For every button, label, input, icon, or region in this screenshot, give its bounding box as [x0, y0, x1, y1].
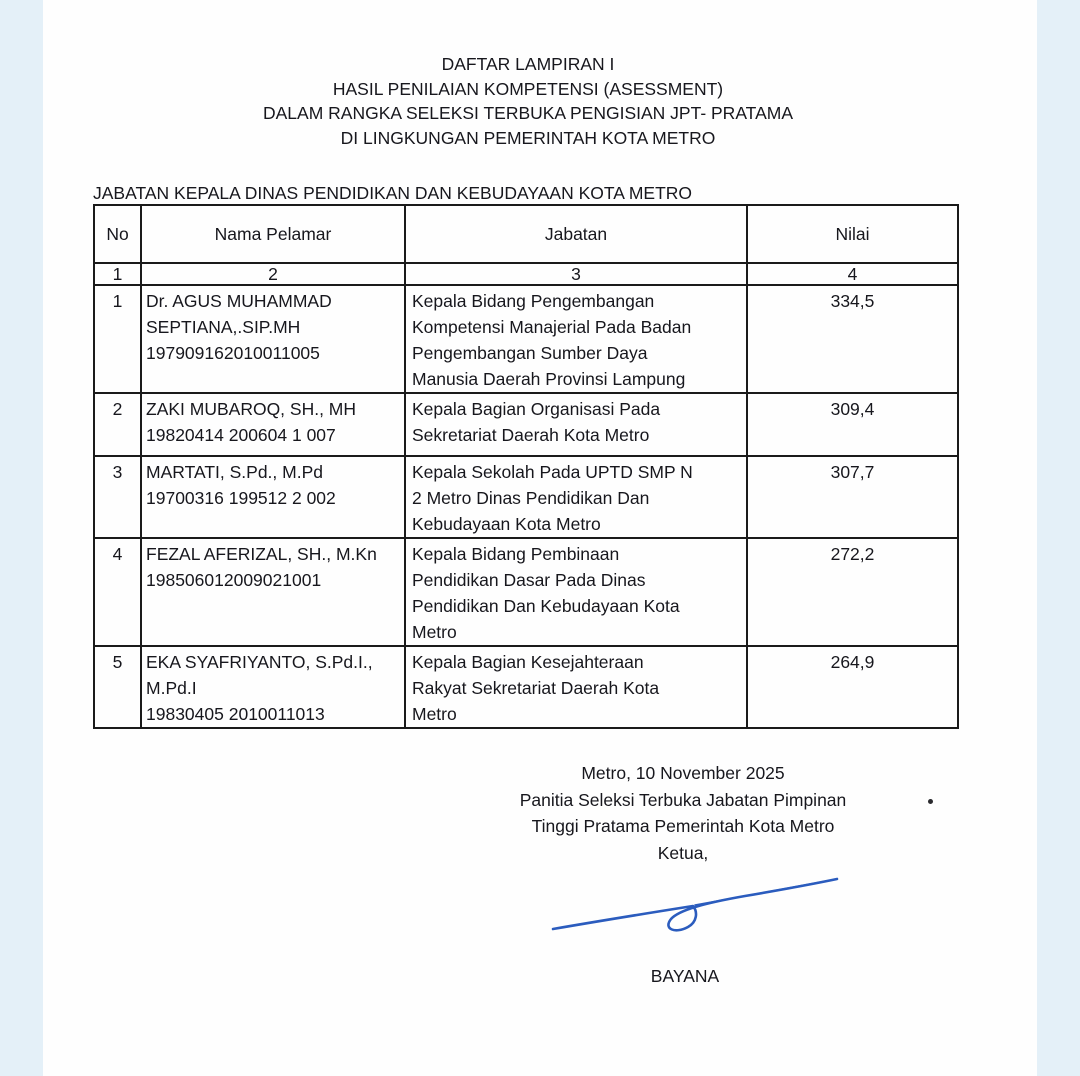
table-header-row	[94, 205, 958, 263]
place-date: Metro, 10 November 2025	[581, 763, 785, 783]
table-row	[94, 393, 958, 456]
document-title	[263, 52, 793, 150]
role-label: Ketua,	[657, 842, 709, 863]
column-number: 1	[94, 263, 141, 285]
applicant-score: 309,4	[747, 393, 958, 456]
applicant-nip: 19820414 200604 1 007	[146, 425, 336, 445]
background-band-left	[0, 0, 43, 1076]
applicant-score: 272,2	[747, 538, 958, 646]
header-no: No	[94, 205, 141, 263]
stray-dot-mark	[928, 799, 933, 804]
applicant-nip: 197909162010011005	[146, 343, 320, 363]
signer-name: BAYANA	[650, 966, 720, 986]
header-score: Nilai	[747, 205, 958, 263]
title-line-1: DAFTAR LAMPIRAN I	[441, 54, 615, 74]
column-number: 4	[747, 263, 958, 285]
table-row	[94, 538, 958, 646]
applicant-position: Kepala Bagian Organisasi Pada Sekretariat Daerah Kota Metro	[405, 393, 747, 456]
row-number: 1	[94, 285, 141, 393]
applicant-score: 307,7	[747, 456, 958, 538]
committee-line-2: Tinggi Pratama Pemerintah Kota Metro	[531, 816, 835, 836]
header-name: Nama Pelamar	[141, 205, 405, 263]
applicant-position: Kepala Sekolah Pada UPTD SMP N 2 Metro Dinas Pendidikan Dan Kebudayaan Kota Metro	[405, 456, 747, 538]
title-line-2: HASIL PENILAIAN KOMPETENSI (ASESSMENT)	[332, 78, 724, 99]
applicant-name: Dr. AGUS MUHAMMAD SEPTIANA,.SIP.MH	[146, 291, 332, 337]
applicant-name-cell	[141, 393, 405, 456]
header-position: Jabatan	[405, 205, 747, 263]
applicant-nip: 19700316 199512 2 002	[146, 488, 336, 508]
applicant-position: Kepala Bidang Pembinaan Pendidikan Dasar Pada Dinas Pendidikan Dan Kebudayaan Kota Metro	[405, 538, 747, 646]
row-number: 4	[94, 538, 141, 646]
column-number-row	[94, 263, 958, 285]
table-row	[94, 456, 958, 538]
background-band-right	[1037, 0, 1080, 1076]
applicant-name-cell	[141, 646, 405, 728]
table-row	[94, 646, 958, 728]
applicant-position: Kepala Bagian Kesejahteraan Rakyat Sekretariat Daerah Kota Metro	[405, 646, 747, 728]
applicant-name-cell	[141, 456, 405, 538]
column-number: 2	[141, 263, 405, 285]
signature-stroke-icon	[545, 866, 845, 940]
applicant-name: FEZAL AFERIZAL, SH., M.Kn	[146, 544, 377, 564]
applicant-name-cell	[141, 285, 405, 393]
committee-line-1: Panitia Seleksi Terbuka Jabatan Pimpinan	[519, 789, 847, 810]
position-subtitle: JABATAN KEPALA DINAS PENDIDIKAN DAN KEBUDAYAAN KOTA METRO	[93, 183, 693, 203]
applicant-name: ZAKI MUBAROQ, SH., MH	[146, 399, 357, 419]
applicant-score: 334,5	[747, 285, 958, 393]
applicant-name: EKA SYAFRIYANTO, S.Pd.I., M.Pd.I	[146, 652, 373, 698]
title-line-4: DI LINGKUNGAN PEMERINTAH KOTA METRO	[340, 127, 716, 148]
applicant-score: 264,9	[747, 646, 958, 728]
row-number: 5	[94, 646, 141, 728]
applicant-name-cell	[141, 538, 405, 646]
row-number: 2	[94, 393, 141, 456]
title-line-3: DALAM RANGKA SELEKSI TERBUKA PENGISIAN JPT- PRATAMA	[262, 103, 794, 123]
row-number: 3	[94, 456, 141, 538]
applicant-position: Kepala Bidang Pengembangan Kompetensi Manajerial Pada Badan Pengembangan Sumber Daya Manusia Daerah Provinsi Lampung	[405, 285, 747, 393]
applicant-nip: 198506012009021001	[146, 570, 322, 590]
applicant-nip: 19830405 2010011013	[146, 704, 325, 724]
signature-block	[520, 760, 847, 866]
table-row	[94, 285, 958, 393]
applicant-name: MARTATI, S.Pd., M.Pd	[146, 462, 323, 482]
column-number: 3	[405, 263, 747, 285]
assessment-results-table	[93, 204, 959, 729]
